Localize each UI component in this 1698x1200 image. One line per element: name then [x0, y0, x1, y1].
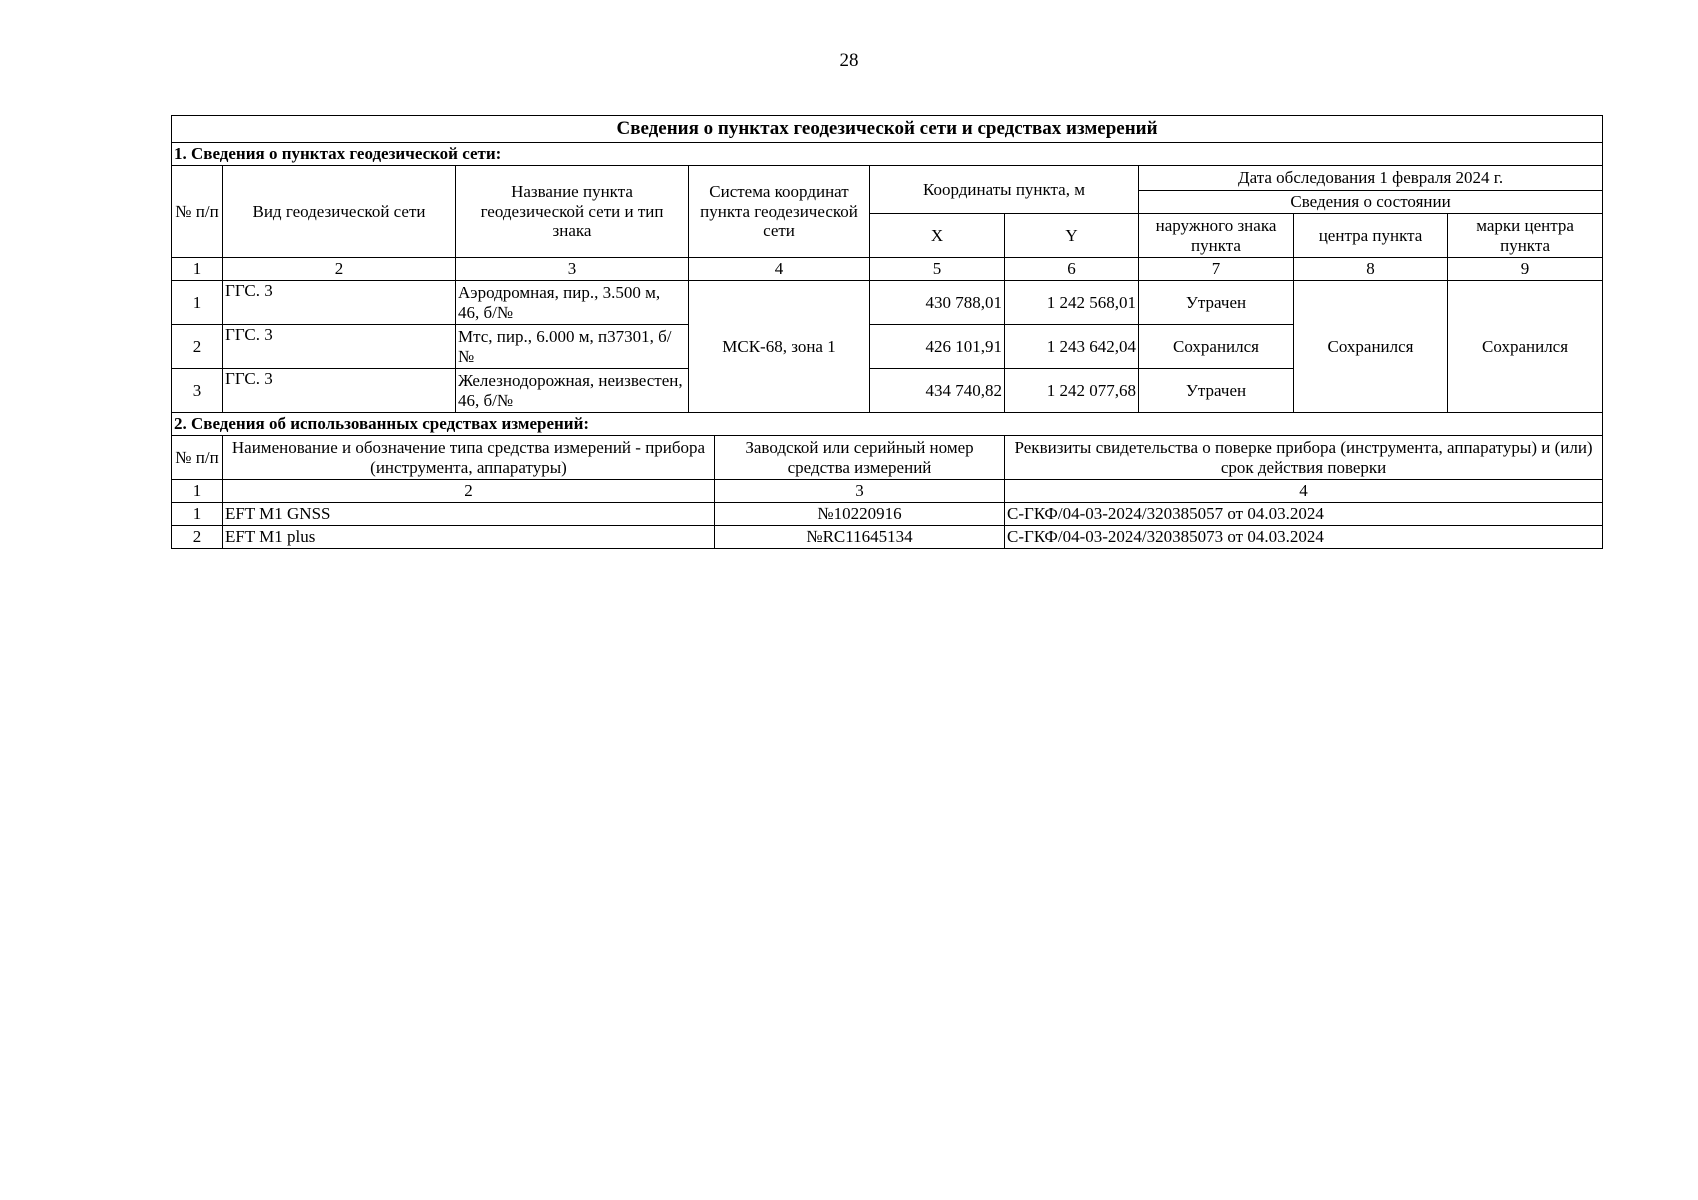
- point-coord-system: МСК-68, зона 1: [689, 281, 870, 413]
- instrument-serial: №10220916: [715, 503, 1005, 526]
- point-name: Мтс, пир., 6.000 м, п37301, б/№: [456, 325, 689, 369]
- header-y: Y: [1005, 214, 1139, 258]
- instrument-name: EFT M1 GNSS: [223, 503, 715, 526]
- page-number: 28: [839, 50, 859, 71]
- header-survey-date: Дата обследования 1 февраля 2024 г.: [1139, 166, 1603, 191]
- instrument-serial: №RC11645134: [715, 526, 1005, 549]
- column-number: 8: [1294, 258, 1448, 281]
- point-center: Сохранился: [1294, 281, 1448, 413]
- point-y: 1 242 077,68: [1005, 369, 1139, 413]
- column-number: 6: [1005, 258, 1139, 281]
- column-number: 2: [223, 258, 456, 281]
- geodetic-table: [171, 115, 1603, 549]
- point-network-type: ГГС. 3: [223, 281, 456, 325]
- point-center-mark: Сохранился: [1448, 281, 1603, 413]
- column-number: 5: [870, 258, 1005, 281]
- instrument-num: 1: [172, 503, 223, 526]
- point-y: 1 243 642,04: [1005, 325, 1139, 369]
- point-outer-sign: Утрачен: [1139, 369, 1294, 413]
- header-x: X: [870, 214, 1005, 258]
- column-number: 9: [1448, 258, 1603, 281]
- header-num: № п/п: [172, 166, 223, 258]
- point-network-type: ГГС. 3: [223, 325, 456, 369]
- header-center-mark: марки центра пункта: [1448, 214, 1603, 258]
- point-network-type: ГГС. 3: [223, 369, 456, 413]
- header-eq-num: № п/п: [172, 436, 223, 480]
- header-center: центра пункта: [1294, 214, 1448, 258]
- point-x: 430 788,01: [870, 281, 1005, 325]
- table-row: [172, 281, 1603, 325]
- point-x: 434 740,82: [870, 369, 1005, 413]
- instrument-certificate: С-ГКФ/04-03-2024/320385057 от 04.03.2024: [1005, 503, 1603, 526]
- instrument-name: EFT M1 plus: [223, 526, 715, 549]
- header-condition: Сведения о состоянии: [1139, 191, 1603, 214]
- header-coordinates: Координаты пункта, м: [870, 166, 1139, 214]
- column-number: 2: [223, 480, 715, 503]
- column-number: 1: [172, 258, 223, 281]
- column-number: 4: [1005, 480, 1603, 503]
- table-row: [172, 503, 1603, 526]
- header-network-type: Вид геодезической сети: [223, 166, 456, 258]
- column-number: 4: [689, 258, 870, 281]
- section1-heading: 1. Сведения о пунктах геодезической сети:: [172, 143, 1603, 166]
- header-instrument: Наименование и обозначение типа средства измерений - прибора (инструмента, аппаратуры): [223, 436, 715, 480]
- header-serial: Заводской или серийный номер средства измерений: [715, 436, 1005, 480]
- point-outer-sign: Утрачен: [1139, 281, 1294, 325]
- header-coord-system: Система координат пункта геодезической сети: [689, 166, 870, 258]
- point-name: Аэродромная, пир., 3.500 м, 46, б/№: [456, 281, 689, 325]
- point-name: Железнодорожная, неизвестен, 46, б/№: [456, 369, 689, 413]
- point-outer-sign: Сохранился: [1139, 325, 1294, 369]
- point-num: 2: [172, 325, 223, 369]
- point-num: 1: [172, 281, 223, 325]
- point-y: 1 242 568,01: [1005, 281, 1139, 325]
- point-x: 426 101,91: [870, 325, 1005, 369]
- instrument-certificate: С-ГКФ/04-03-2024/320385073 от 04.03.2024: [1005, 526, 1603, 549]
- header-outer-sign: наружного знака пункта: [1139, 214, 1294, 258]
- instrument-num: 2: [172, 526, 223, 549]
- table-title: Сведения о пунктах геодезической сети и средствах измерений: [172, 116, 1603, 143]
- column-number: 1: [172, 480, 223, 503]
- point-num: 3: [172, 369, 223, 413]
- column-number: 7: [1139, 258, 1294, 281]
- column-number: 3: [456, 258, 689, 281]
- section2-heading: 2. Сведения об использованных средствах измерений:: [172, 413, 1603, 436]
- column-number: 3: [715, 480, 1005, 503]
- table-row: [172, 526, 1603, 549]
- header-point-name: Название пункта геодезической сети и тип знака: [456, 166, 689, 258]
- header-certificate: Реквизиты свидетельства о поверке прибора (инструмента, аппаратуры) и (или) срок действия поверки: [1005, 436, 1603, 480]
